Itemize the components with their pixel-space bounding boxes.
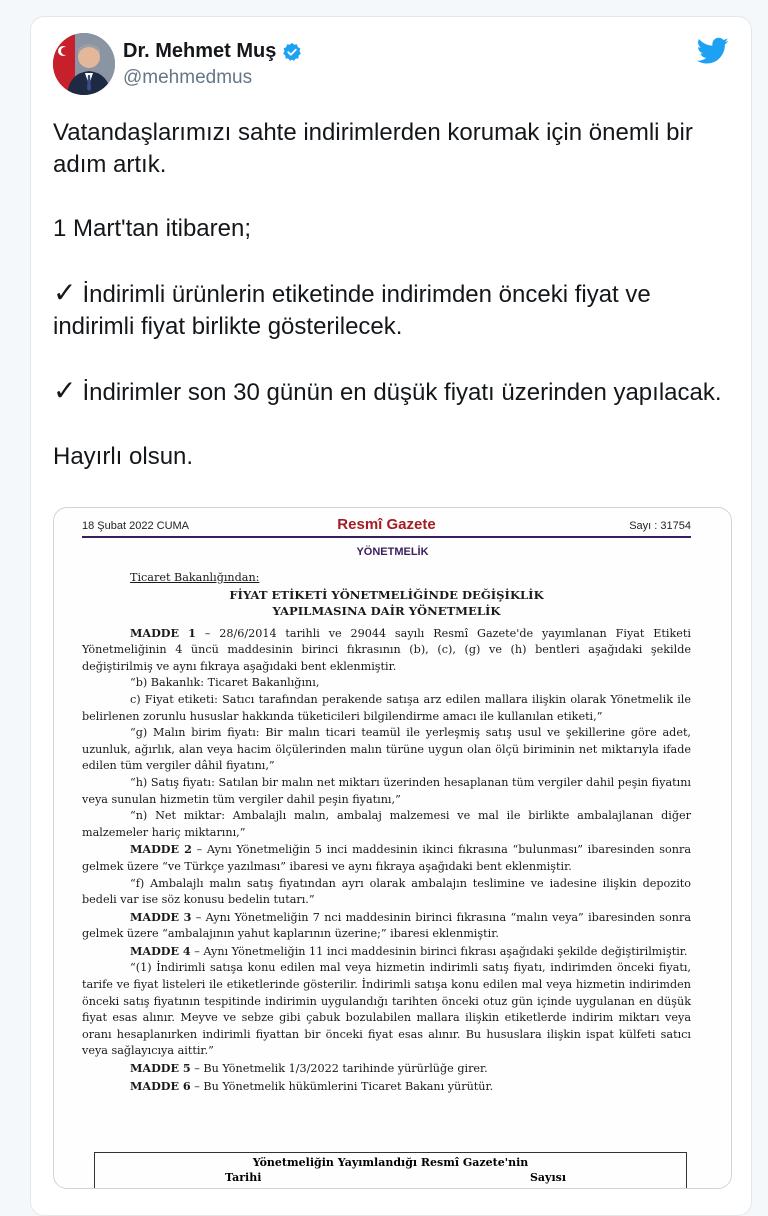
avatar[interactable] — [53, 33, 115, 95]
gazette-clause: “b) Bakanlık: Ticaret Bakanlığını, — [130, 676, 320, 690]
article-label: MADDE 5 — [130, 1061, 191, 1076]
gazette-title: Resmî Gazete — [337, 516, 436, 533]
tweet-paragraph-text: İndirimli ürünlerin etiketinde indirimden önceki fiyat ve indirimli fiyat birlikte gösterilecek. — [53, 281, 651, 340]
tweet-card — [30, 16, 752, 1216]
gazette-article — [82, 909, 691, 943]
tweet-paragraph-text: İndirimler son 30 günün en düşük fiyatı üzerinden yapılacak. — [82, 379, 722, 406]
gazette-table-title: Yönetmeliğin Yayımlandığı Resmî Gazete'nin — [252, 1156, 529, 1169]
gazette-article — [82, 1060, 691, 1078]
check-mark-icon: ✓ — [53, 277, 77, 308]
gazette-heading: YAPILMASINA DAİR YÖNETMELİK — [272, 603, 501, 618]
tweet-text — [53, 117, 733, 473]
tweet-paragraph — [53, 277, 733, 343]
article-text: – Aynı Yönetmeliğin 5 inci maddesinin ikinci fıkrasına “bulunması” ibaresinden sonra gelmek üzere “ve Türkçe yazılması” ibaresi ve aynı fıkraya aşağıdaki bent eklenmiştir. — [82, 843, 691, 873]
article-text: – Aynı Yönetmeliğin 11 inci maddesinin birinci fıkrası aşağıdaki şekilde değiştirilmiştir. — [190, 944, 688, 958]
gazette-clause: “f) Ambalajlı malın satış fiyatından ayrı olarak ambalajın teslimine ve iadesine ilişkin depozito bedeli var ise söz konusu bedelin tutarı.” — [82, 876, 691, 907]
author-handle[interactable]: @mehmedmus — [123, 67, 253, 88]
article-label: MADDE 3 — [130, 909, 192, 924]
gazette-clause: “n) Net miktar: Ambalajlı malın, ambalaj malzemesi ve mal ile birlikte ambalajlanan diğer malzemeler hariç miktarını,” — [82, 809, 691, 839]
gazette-table-col: Sayısı — [529, 1171, 566, 1184]
verified-badge-icon — [282, 42, 302, 62]
gazette-clause: “h) Satış fiyatı: Satılan bir malın net miktarı üzerinden hesaplanan tüm vergiler dahil peşin fiyatını veya sunulan hizmetin tüm vergiler dahil peşin fiyatını,” — [82, 775, 691, 806]
gazette-clause: c) Fiyat etiketi: Satıcı tarafından perakende satışa arz edilen mallara ilişkin olarak Yönetmelik ile belirlenen zorunlu hususlar hakkında tüketicileri bilgilendirme amacı ile kullanılan etiketi,” — [82, 692, 691, 723]
gazette-issue: Sayı : 31754 — [629, 520, 691, 532]
article-text: – Aynı Yönetmeliğin 7 nci maddesinin birinci fıkrasına “malın veya” ibaresinden sonra gelmek üzere “ambalajının yahut kaplarının üzerine;” ibaresi eklenmiştir. — [82, 910, 691, 941]
gazette-article — [82, 841, 691, 875]
gazette-table-header — [95, 1171, 686, 1184]
check-mark-icon: ✓ — [53, 375, 77, 406]
gazette-table — [94, 1152, 687, 1189]
gazette-article — [82, 1078, 691, 1096]
gazette-table-col: Tarihi — [225, 1171, 262, 1184]
article-text: – Bu Yönetmelik hükümlerini Ticaret Bakanı yürütür. — [190, 1079, 494, 1093]
article-label: MADDE 1 — [130, 625, 196, 640]
gazette-body — [82, 570, 691, 1095]
article-label: MADDE 6 — [130, 1078, 191, 1093]
tweet-paragraph — [53, 375, 733, 409]
gazette-clause: “g) Malın birim fiyatı: Bir malın ticari teamül ile yerleşmiş satış usul ve şekillerine göre adet, uzunluk, ağırlık, alan veya hacim ölçülerinden malın türüne uygun olan ölçü biriminin net miktarıyla ifade edilen tüm vergiler dâhil fiyatını,” — [82, 726, 691, 773]
tweet-paragraph: 1 Mart'tan itibaren; — [53, 215, 252, 242]
tweet-paragraph: Vatandaşlarımızı sahte indirimlerden korumak için önemli bir adım artık. — [53, 119, 693, 178]
twitter-bird-icon[interactable] — [697, 37, 729, 65]
tweet-media-image[interactable] — [53, 507, 732, 1189]
gazette-article — [82, 625, 691, 676]
author-row[interactable] — [123, 40, 302, 63]
tweet-paragraph: Hayırlı olsun. — [53, 443, 194, 470]
article-text: – 28/6/2014 tarihli ve 29044 sayılı Resmî Gazete'de yayımlanan Fiyat Etiketi Yönetmeliğinin 4 üncü maddesinin birinci fıkrasının (b), (c), (g) ve (h) bentleri aşağıdaki şekilde değiştirilmiş ve aynı fıkraya aşağıdaki bent eklenmiştir. — [82, 626, 691, 673]
gazette-ministry: Ticaret Bakanlığından: — [130, 571, 260, 584]
article-label: MADDE 2 — [130, 842, 192, 857]
gazette-header — [82, 516, 691, 538]
author-name[interactable]: Dr. Mehmet Muş — [123, 40, 277, 62]
gazette-divider — [82, 536, 691, 538]
gazette-article — [82, 943, 691, 961]
gazette-clause: “(1) İndirimli satışa konu edilen mal veya hizmetin indirimli satış fiyatı, indirimden önceki fiyatı, tarife ve fiyat listeleri ile etiketlerinde gösterilir. İndirimli satışa konu edilen mal veya hizmetin indirimden önceki satış fiyatının tespitinde indirimin uygulandığı tarihten önceki otuz gün içinde uygulanan en düşük fiyat esas alınır. Meyve ve sebze gibi çabuk bozulabilen mallara ilişkin etiketlerde indirim miktarı veya oranı hesaplanırken indirimli fiyattan bir önceki fiyat esas alınır. Bu hususlara ilişkin ispat külfeti satıcı veya sağlayıcıya aittir.” — [82, 961, 691, 1058]
article-label: MADDE 4 — [130, 943, 191, 958]
gazette-section: YÖNETMELİK — [356, 546, 429, 558]
gazette-heading: FİYAT ETİKETİ YÖNETMELİĞİNDE DEĞİŞİKLİK — [229, 587, 544, 602]
article-text: – Bu Yönetmelik 1/3/2022 tarihinde yürürlüğe girer. — [190, 1062, 488, 1076]
gazette-date: 18 Şubat 2022 CUMA — [82, 520, 190, 532]
